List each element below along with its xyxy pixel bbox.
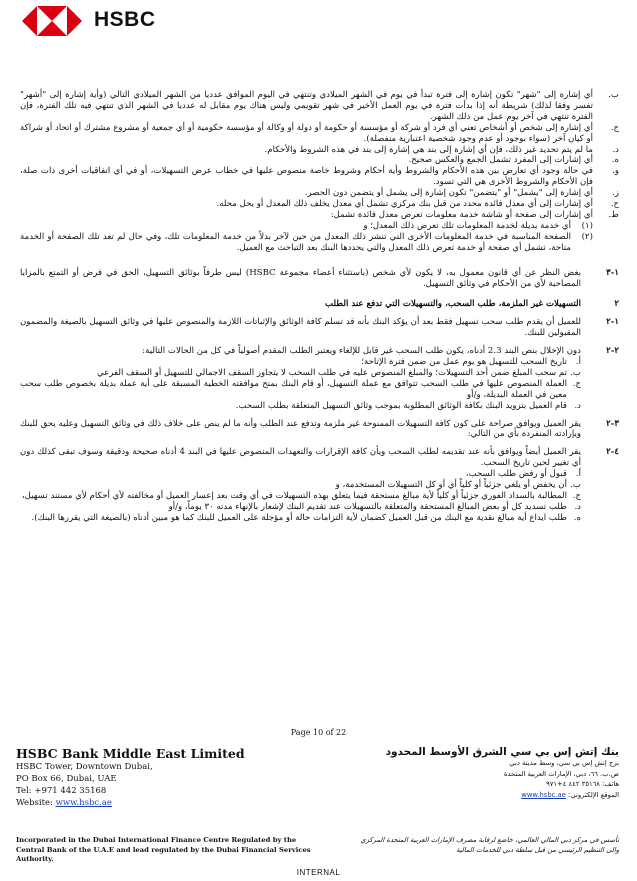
def-number: ب. [608, 90, 619, 100]
list-text: العملة المنصوص عليها في طلب السحب تتوافق مع عملة التسهيل، أو قام البنك بمنح موافقته الخطية المسبقة على أية عملة بديلة بخصوص طلب سحب معين في العملة البديلة، و/أو [20, 378, 567, 400]
def-item [20, 199, 619, 210]
website-label-en: Website: [16, 798, 56, 808]
sub-item [20, 221, 619, 232]
clause-text: بغض النظر عن أي قانون معمول به، لا يكون لأي شخص (باستثناء أعضاء مجموعة HSBC) ليس طرفاً بوثائق التسهيل، الحق في فرض أو التمتع بالمزايا المصاحبة لأي من الأحكام في وثائق التسهيل. [20, 267, 581, 289]
sub-text: الصفحة المناسبة في خدمة المعلومات الأخرى التي تنشر ذلك المعدل من حين لآخر بدلاً من خدمة المعلومات تلك، وفي حال لم تعد تلك الصفحة أو الخدمة متاحة، تشمل أي صفحة أو خدمة تعرض ذلك المعدل والتي يحددها البنك بعد التباحث مع العميل. [20, 231, 571, 253]
list-item [20, 469, 619, 480]
sub-text: أي خدمة بديلة لخدمة المعلومات تلك تعرض ذلك المعدل؛ و [363, 220, 571, 231]
clause-number: ١-٣ [606, 267, 619, 278]
clause-number: ٣-٢ [606, 418, 619, 429]
list-letter: ج. [572, 378, 581, 389]
list-item [20, 513, 619, 524]
address-line-1-ar: برج إتش إس بي سي، وسط مدينة دبي [509, 759, 619, 767]
clause-2-2 [20, 346, 619, 357]
incorporation-note-ar: تأسس في مركز دبي المالي العالمي، خاضع لرقابة مصرف الإمارات العربية المتحدة المركزي والى التنظيم الرئيسي من قبل سلطة دبي للخدمات المالية [360, 836, 619, 854]
footer-arabic [329, 746, 619, 800]
clause-text: يقر العميل أيضاً ويوافق بأنه عند تقديمه لطلب السحب ويأن كافة الإقرارات والتعهدات المنصوص عليها في البند 4 أدناه صحيحة ودقيقة وسوف تبقى كذلك دون أي تغيير لحين تاريخ السحب. [20, 447, 581, 469]
clause-number: ٢-٢ [606, 346, 619, 357]
clause-number: ٤-٢ [606, 447, 619, 458]
list-letter: ج. [572, 491, 581, 501]
list-item [20, 502, 619, 513]
website-link-ar[interactable]: www.hsbc.ae [521, 790, 566, 799]
clause-2-4 [20, 447, 619, 469]
list-item [20, 401, 619, 412]
def-text: أي إشارة إلى "يشمل" أو "يتضمن" تكون إشارة إلى يشمل أو يتضمن دون الحصر. [304, 188, 593, 199]
def-item [20, 145, 619, 156]
list-letter: ب. [570, 480, 581, 491]
def-number: ج. [610, 122, 619, 133]
website-label-ar: الموقع الإلكتروني: [565, 790, 619, 799]
clause-text: يقر العميل ويوافق صراحة على كون كافة التسهيلات الممنوحة غير ملزمة وتدفع عند الطلب وأنه ما لم ينص على خلاف ذلك في وثائق التسهيل وعليه يحق للبنك ويإرادته المنفردة بأي من التالي: [20, 418, 581, 440]
clause-text: للعميل أن يقدم طلب سحب تسهيل فقط بعد أن يؤكد البنك بأنه قد تسلم كافة الوثائق والإثباتات اللازمة والمنصوص عليها في وثائق التسهيل بالصيغة والمضمون المقبولين للبنك. [20, 317, 581, 339]
section-number: ٢ [614, 299, 619, 310]
section-2-heading [20, 299, 619, 310]
list-text: قبول أو رفض طلب السحب، [465, 469, 567, 480]
def-number: ط. [608, 209, 619, 220]
brand-name: HSBC [94, 8, 156, 31]
website-ar [329, 790, 619, 801]
def-item [20, 210, 619, 221]
sub-number: (١) [581, 220, 593, 231]
telephone-en: Tel: +971 442 35168 [16, 786, 107, 796]
footer-english [16, 746, 316, 809]
list-letter: ب. [570, 367, 581, 378]
list-letter: ه. [573, 512, 581, 523]
clause-1-3 [20, 268, 619, 290]
clause-2-3 [20, 419, 619, 441]
list-item [20, 480, 619, 491]
letterhead [0, 0, 637, 44]
list-letter: أ. [575, 469, 581, 480]
def-item [20, 90, 619, 123]
def-item [20, 123, 619, 145]
def-number: ح. [610, 199, 619, 210]
bank-name-en: HSBC Bank Middle East Limited [16, 746, 245, 761]
list-text: قام العميل بتزويد البنك بكافة الوثائق المطلوبة بموجب وثائق التسهيل المتعلقة بطلب السحب. [235, 400, 567, 411]
def-text: أي إشارات إلى المفرد تشمل الجمع والعكس صحيح. [408, 155, 593, 166]
list-text: طلب ايداع أية مبالغ نقدية مع البنك من قبل العميل كضمان لأية التزامات حالة أو مؤجلة على العميل للبنك كما هو مبين أدناه (بالصيغة التي يقررها البنك). [31, 512, 567, 523]
def-text: أي إشارة إلى شخص أو أشخاص تعني أي فرد أو شركة أو مؤسسة أو حكومة أو دولة أو وكالة أو مؤسسة حكومية أو أي جمعية أو مشروع مشترك أو اتحاد أو شراكة أو كيان آخر (سواء بوجود أو عدم وجود شخصية اعتبارية منفصلة). [20, 122, 593, 144]
def-item [20, 188, 619, 199]
list-letter: أ. [575, 357, 581, 368]
sub-item [20, 232, 619, 254]
clause-number: ١-٢ [606, 317, 619, 328]
def-text: أي إشارات إلى أي معدل فائدة محدد من قبل بنك مركزي تشمل أي معدل يخلف ذلك المعدل أو يحل محله. [216, 199, 593, 210]
def-text: أي إشارة إلى "شهر" تكون إشارة إلى فترة تبدأ في يوم في الشهر الميلادي وتنتهي في اليوم الموافق عدديا من الشهر الميلادي التالي (وأية إشارة إلى "أشهر" تفسر وفقا لذلك) شريطة أنه إذا بدأت فترة في يوم العمل الأخير في شهر تقويمي وليس هناك يوم مقابل له عدديا في الشهر الذي تنتهي فيه تلك الفترة، فإن الفترة تنتهي في آخر يوم عمل من ذلك الشهر. [20, 90, 593, 122]
def-text: ما لم يتم تحديد غير ذلك، فإن أي إشارة إلى بند هي إشارة إلى بند في هذه الشروط والأحكام. [264, 144, 593, 155]
def-number: ز. [612, 188, 619, 199]
bank-name-ar: بنك إتش إس بي سي الشرق الأوسط المحدود [385, 746, 619, 758]
list-item [20, 491, 619, 502]
list-letter: د. [574, 501, 581, 512]
telephone-ar: هاتف: ٣٥١٦٨ ٤٤٢ ٤+٩٧١ [546, 780, 619, 788]
address-line-2-en: PO Box 66, Dubai, UAE [16, 774, 117, 784]
def-text: في حالة وجود أي تعارض بين هذه الأحكام والشروط وأية أحكام وشروط خاصة منصوص عليها في خطاب عرض التسهيلات، أو في أي اتفاقيات أخرى ذات صلة، فإن الأحكام والشروط الأخرى هي التي تسود. [20, 166, 593, 188]
clause-text: دون الإخلال بنص البند 2.3 أدناه، يكون طلب السحب غير قابل للإلغاء ويعتبر الطلب المقدم أصولياً في كل من الحالات التالية: [142, 346, 581, 357]
def-item [20, 155, 619, 166]
list-text: طلب تسديد كل أو بعض المبالغ المستحقة والمتعلقة بالتسهيلات عند تقديم البنك لإشعار بالإنهاء مدته ٣٠ يوماً، و/أو [168, 501, 567, 512]
list-item [20, 357, 619, 368]
website-link-en[interactable]: www.hsbc.ae [55, 798, 112, 808]
list-item [20, 379, 619, 401]
list-text: تم سحب المبلغ ضمن أحد التسهيلات؛ والمبلغ المنصوص عليه في طلب السحب لا يتجاوز السقف الاجمالي للتسهيل أو السقف الفرعي [96, 367, 567, 378]
document-body [20, 90, 619, 524]
clause-2-1 [20, 317, 619, 339]
def-text: أي إشارات إلى صفحة أو شاشة خدمة معلومات تعرض معدل فائدة تشمل: [330, 209, 593, 220]
def-item [20, 166, 619, 188]
website-en [16, 797, 316, 809]
classification-label: INTERNAL [296, 868, 341, 877]
incorporation-note-en: Incorporated in the Dubai International Finance Centre Regulated by the Central Bank of the U.A.E and lead regulated by the Dubai Financial Services Authority. [16, 836, 311, 863]
list-item [20, 368, 619, 379]
def-number: ه. [611, 155, 619, 166]
list-text: أن يخفض أو يلغي جزئياً أو كلياً أي أو كل التسهيلات المستخدمة، و [335, 480, 567, 491]
address-line-2-ar: ص.ب. ٦٦، دبي، الإمارات العربية المتحدة [503, 769, 619, 778]
hsbc-hexagon-logo [22, 6, 82, 36]
list-text: تاريخ السحب للتسهيل هو يوم عمل من ضمن فترة الإتاحة؛ [361, 357, 567, 368]
list-text: المطالبة بالسداد الفوري جزئياً أو كلياً لأية مبالغ مستحقة فيما يتعلق بهذه التسهيلات في أي وقت بعد إعسار العميل أو مخالفته لأي أحكام لأي مستند تسهيل، [21, 491, 567, 501]
def-number: د. [612, 144, 619, 155]
list-letter: د. [574, 400, 581, 411]
page-number: Page 10 of 22 [290, 728, 347, 737]
sub-number: (٢) [581, 231, 593, 242]
address-line-1-en: HSBC Tower, Downtown Dubai, [16, 762, 153, 772]
section-title: التسهيلات غير الملزمة، طلب السحب، والتسهيلات التي تدفع عند الطلب [325, 299, 581, 310]
def-number: و. [612, 166, 619, 177]
